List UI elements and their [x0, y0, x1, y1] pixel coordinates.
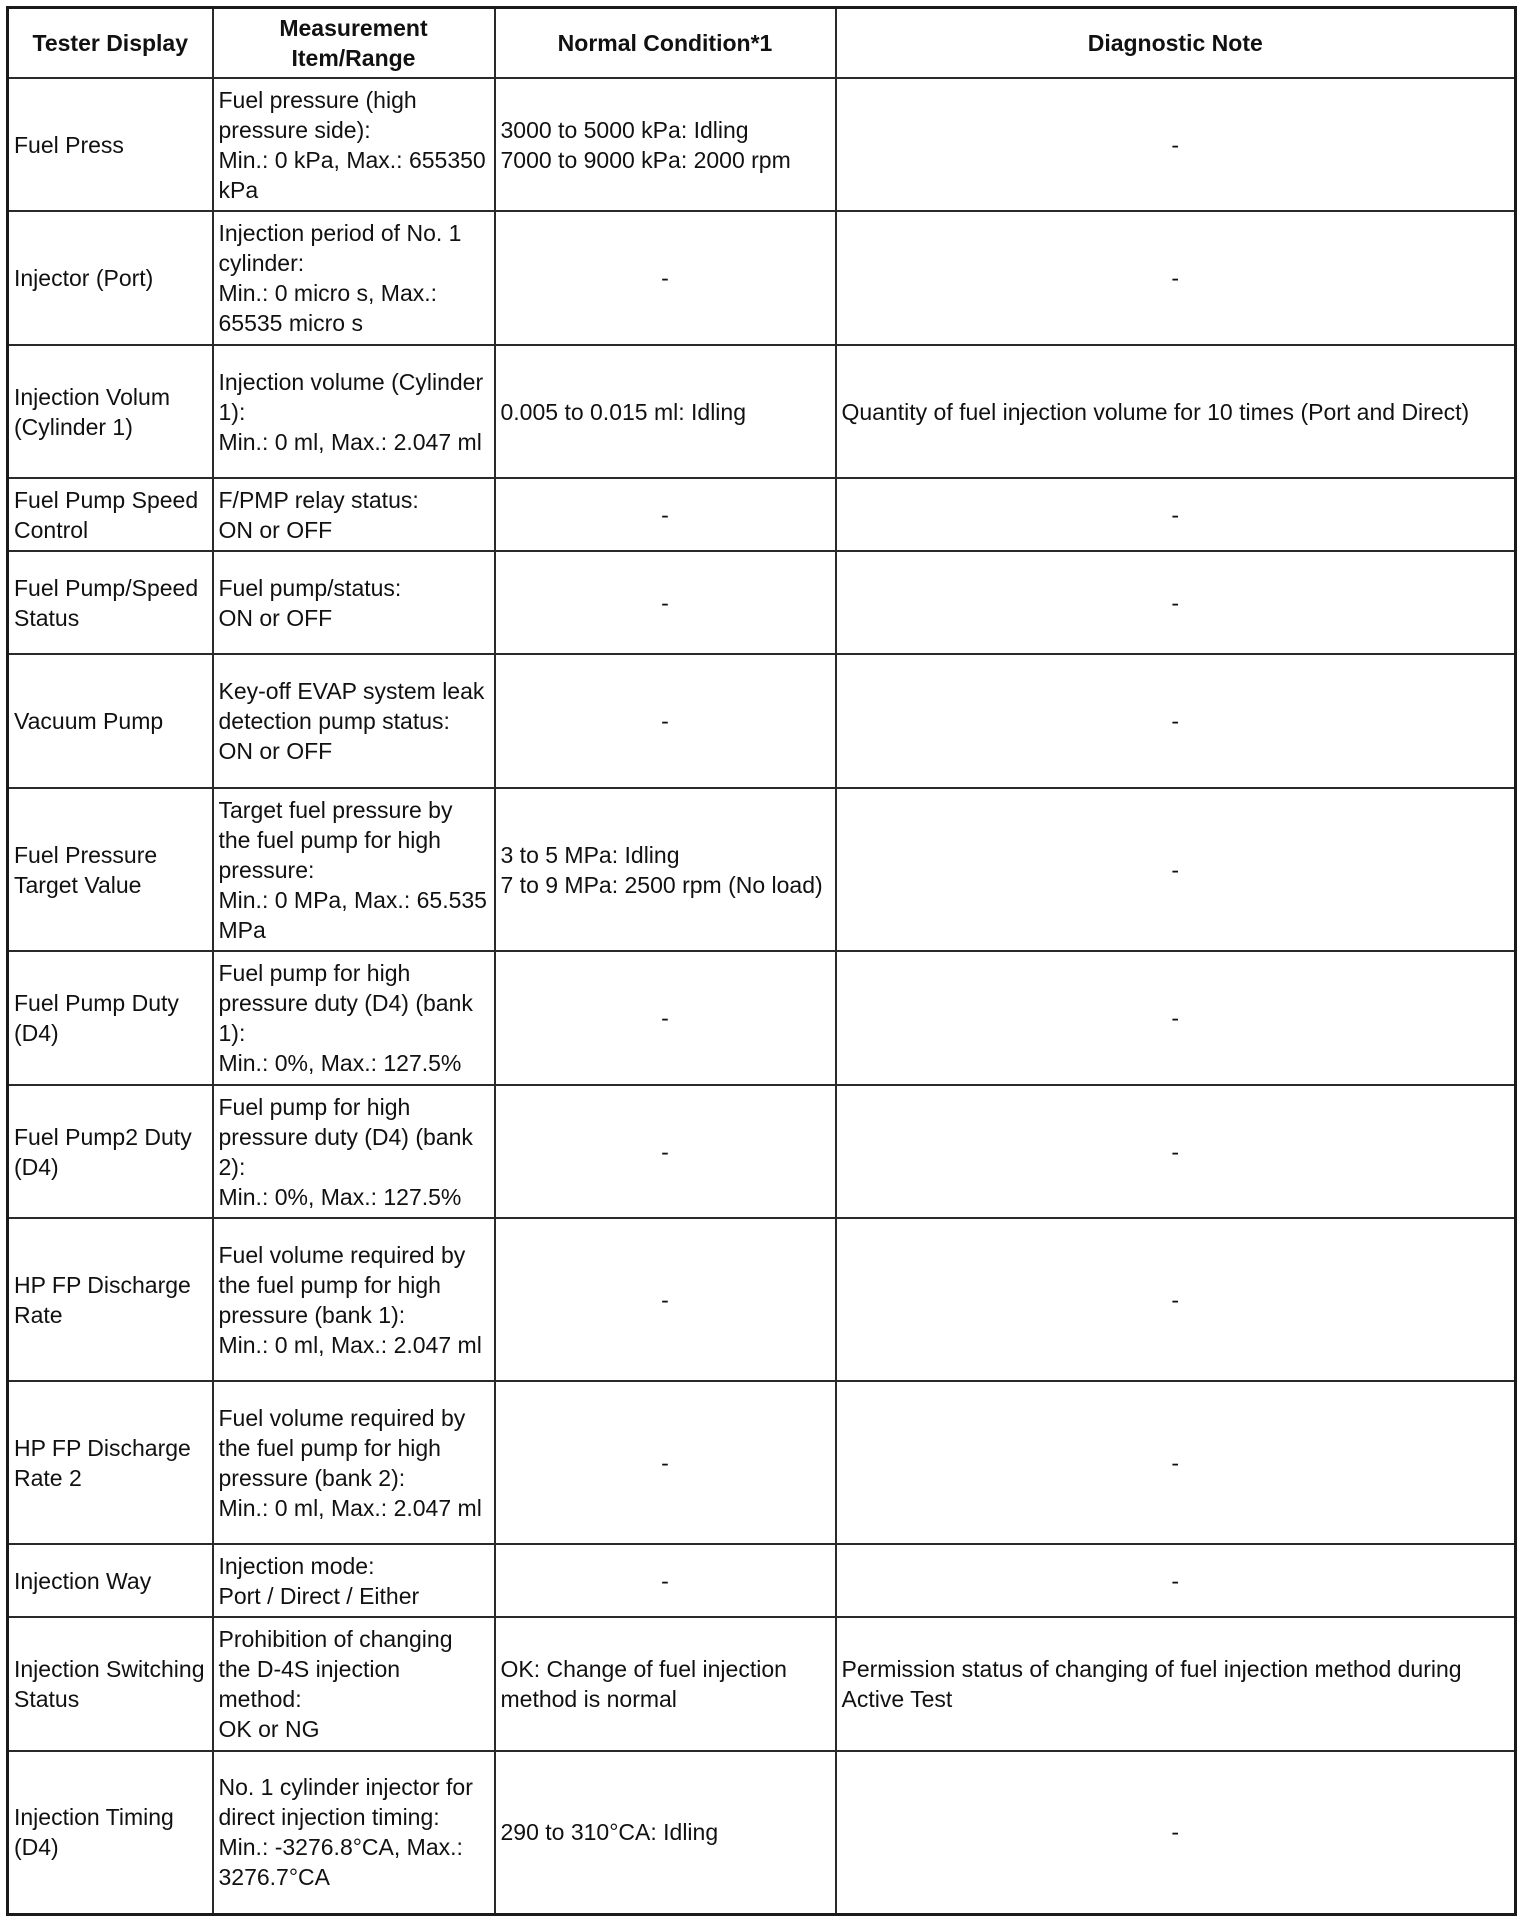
cell-measurement: Target fuel pressure by the fuel pump for high pressure: Min.: 0 MPa, Max.: 65.535 MPa	[213, 788, 495, 951]
cell-tester-display: Fuel Pump/Speed Status	[8, 551, 213, 654]
cell-normal-condition: -	[495, 1544, 836, 1617]
table-row	[8, 78, 1516, 211]
cell-diagnostic-note: -	[836, 1751, 1516, 1914]
header-normal-condition: Normal Condition*1	[495, 8, 836, 79]
cell-measurement: Fuel pump for high pressure duty (D4) (bank 1): Min.: 0%, Max.: 127.5%	[213, 951, 495, 1085]
cell-tester-display: Injection Switching Status	[8, 1617, 213, 1751]
cell-measurement: Fuel volume required by the fuel pump for high pressure (bank 1): Min.: 0 ml, Max.: 2.047 ml	[213, 1218, 495, 1381]
cell-measurement: Fuel pump/status: ON or OFF	[213, 551, 495, 654]
cell-normal-condition: OK: Change of fuel injection method is normal	[495, 1617, 836, 1751]
cell-diagnostic-note: -	[836, 551, 1516, 654]
table-row	[8, 1381, 1516, 1544]
document-page	[6, 6, 1517, 1916]
cell-normal-condition: -	[495, 478, 836, 551]
cell-tester-display: Injector (Port)	[8, 211, 213, 345]
table-row	[8, 1218, 1516, 1381]
cell-measurement: Prohibition of changing the D-4S injection method: OK or NG	[213, 1617, 495, 1751]
header-tester-display: Tester Display	[8, 8, 213, 79]
cell-normal-condition: -	[495, 211, 836, 345]
table-row	[8, 1617, 1516, 1751]
cell-normal-condition: 3 to 5 MPa: Idling 7 to 9 MPa: 2500 rpm (No load)	[495, 788, 836, 951]
cell-normal-condition: -	[495, 1218, 836, 1381]
cell-measurement: F/PMP relay status: ON or OFF	[213, 478, 495, 551]
cell-tester-display: Fuel Pump2 Duty (D4)	[8, 1085, 213, 1218]
cell-normal-condition: 0.005 to 0.015 ml: Idling	[495, 345, 836, 478]
cell-normal-condition: -	[495, 1085, 836, 1218]
table-header-row	[8, 8, 1516, 79]
header-diagnostic-note: Diagnostic Note	[836, 8, 1516, 79]
cell-tester-display: HP FP Discharge Rate	[8, 1218, 213, 1381]
table-row	[8, 654, 1516, 788]
cell-normal-condition: -	[495, 1381, 836, 1544]
cell-tester-display: Fuel Pump Speed Control	[8, 478, 213, 551]
cell-measurement: Injection volume (Cylinder 1): Min.: 0 ml, Max.: 2.047 ml	[213, 345, 495, 478]
cell-diagnostic-note: Permission status of changing of fuel injection method during Active Test	[836, 1617, 1516, 1751]
cell-measurement: Injection period of No. 1 cylinder: Min.: 0 micro s, Max.: 65535 micro s	[213, 211, 495, 345]
cell-diagnostic-note: -	[836, 1085, 1516, 1218]
cell-normal-condition: 290 to 310°CA: Idling	[495, 1751, 836, 1914]
cell-tester-display: Injection Way	[8, 1544, 213, 1617]
table-row	[8, 211, 1516, 345]
cell-tester-display: Injection Timing (D4)	[8, 1751, 213, 1914]
cell-measurement: Key-off EVAP system leak detection pump status: ON or OFF	[213, 654, 495, 788]
cell-normal-condition: -	[495, 654, 836, 788]
cell-diagnostic-note: -	[836, 478, 1516, 551]
cell-normal-condition: -	[495, 551, 836, 654]
table-row	[8, 551, 1516, 654]
cell-diagnostic-note: -	[836, 951, 1516, 1085]
cell-diagnostic-note: -	[836, 1218, 1516, 1381]
cell-tester-display: Fuel Press	[8, 78, 213, 211]
table-row	[8, 1544, 1516, 1617]
data-list-table	[6, 6, 1517, 1916]
cell-tester-display: Fuel Pressure Target Value	[8, 788, 213, 951]
cell-measurement: Fuel volume required by the fuel pump for high pressure (bank 2): Min.: 0 ml, Max.: 2.047 ml	[213, 1381, 495, 1544]
table-row	[8, 951, 1516, 1085]
cell-tester-display: Vacuum Pump	[8, 654, 213, 788]
cell-tester-display: HP FP Discharge Rate 2	[8, 1381, 213, 1544]
cell-measurement: No. 1 cylinder injector for direct injection timing: Min.: -3276.8°CA, Max.: 3276.7°CA	[213, 1751, 495, 1914]
cell-diagnostic-note: -	[836, 1544, 1516, 1617]
table-row	[8, 1085, 1516, 1218]
table-row	[8, 478, 1516, 551]
cell-measurement: Injection mode: Port / Direct / Either	[213, 1544, 495, 1617]
cell-measurement: Fuel pressure (high pressure side): Min.: 0 kPa, Max.: 655350 kPa	[213, 78, 495, 211]
cell-tester-display: Fuel Pump Duty (D4)	[8, 951, 213, 1085]
cell-diagnostic-note: -	[836, 1381, 1516, 1544]
cell-normal-condition: 3000 to 5000 kPa: Idling 7000 to 9000 kPa: 2000 rpm	[495, 78, 836, 211]
cell-diagnostic-note: -	[836, 211, 1516, 345]
cell-diagnostic-note: -	[836, 788, 1516, 951]
table-row	[8, 788, 1516, 951]
header-measurement-item: Measurement Item/Range	[213, 8, 495, 79]
cell-normal-condition: -	[495, 951, 836, 1085]
cell-tester-display: Injection Volum (Cylinder 1)	[8, 345, 213, 478]
cell-diagnostic-note: Quantity of fuel injection volume for 10 times (Port and Direct)	[836, 345, 1516, 478]
table-row	[8, 1751, 1516, 1914]
table-row	[8, 345, 1516, 478]
cell-diagnostic-note: -	[836, 654, 1516, 788]
cell-measurement: Fuel pump for high pressure duty (D4) (bank 2): Min.: 0%, Max.: 127.5%	[213, 1085, 495, 1218]
cell-diagnostic-note: -	[836, 78, 1516, 211]
